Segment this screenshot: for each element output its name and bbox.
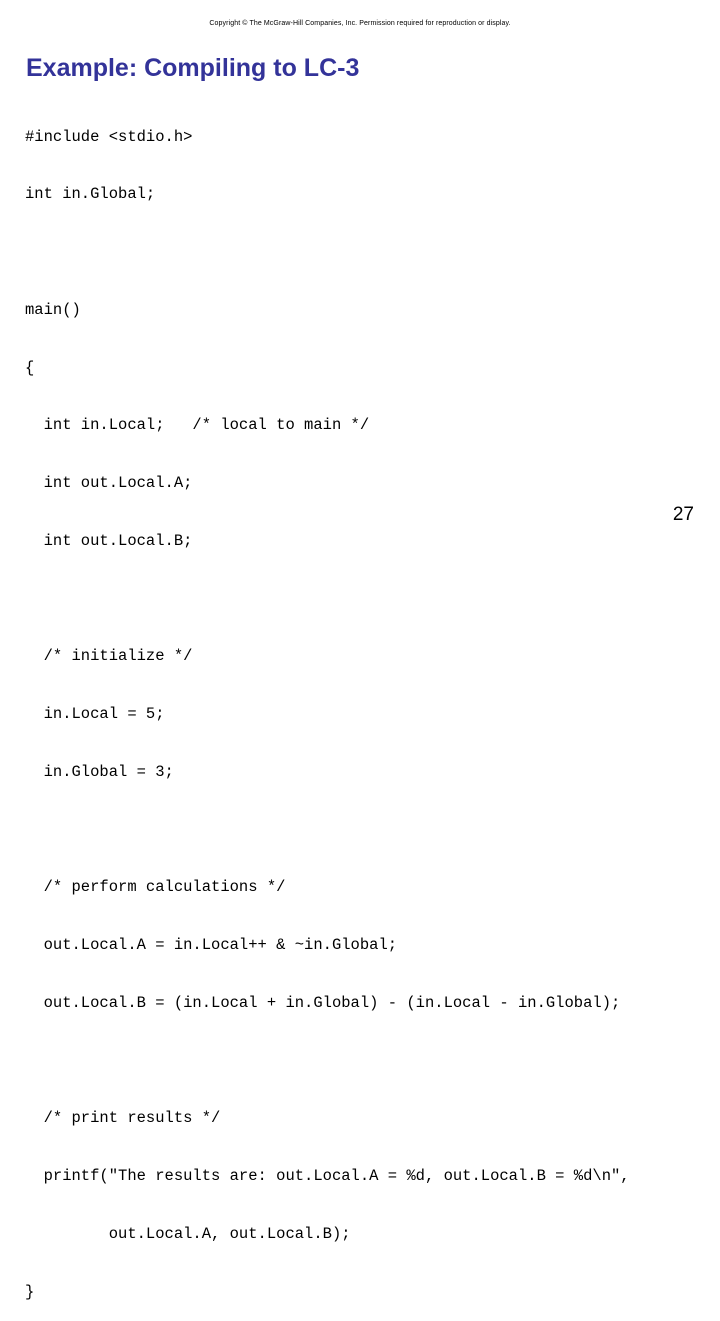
- code-line: int in.Global;: [25, 185, 156, 204]
- code-line: int out.Local.B;: [25, 531, 193, 550]
- code-line: int out.Local.A;: [25, 474, 193, 492]
- code-line: [25, 243, 630, 262]
- code-line: main(): [25, 300, 81, 319]
- code-line: /* print results */: [25, 1109, 221, 1128]
- code-line: #include <stdio.h>: [25, 127, 193, 146]
- code-line: /* perform calculations */: [25, 878, 286, 897]
- code-line: out.Local.B = (in.Local + in.Global) - (in.Local - in.Global);: [25, 993, 621, 1012]
- slide-title: Example: Compiling to LC-3: [26, 54, 360, 82]
- code-line: in.Global = 3;: [25, 762, 174, 781]
- code-line: printf("The results are: out.Local.A = %d, out.Local.B = %d\n",: [25, 1167, 630, 1185]
- code-line: [25, 590, 630, 609]
- code-block: [25, 89, 630, 1321]
- code-line: out.Local.A, out.Local.B);: [25, 1224, 351, 1243]
- code-line: }: [25, 1282, 35, 1301]
- copyright-notice: Copyright © The McGraw-Hill Companies, Inc. Permission required for reproduction or display.: [209, 20, 511, 27]
- code-line: out.Local.A = in.Local++ & ~in.Global;: [25, 936, 398, 954]
- page-number: 27: [672, 504, 694, 525]
- code-line: [25, 1052, 630, 1071]
- code-line: /* initialize */: [25, 647, 193, 666]
- code-line: int in.Local; /* local to main */: [25, 416, 370, 435]
- code-line: {: [25, 358, 35, 377]
- code-line: [25, 821, 630, 840]
- code-line: in.Local = 5;: [25, 705, 165, 723]
